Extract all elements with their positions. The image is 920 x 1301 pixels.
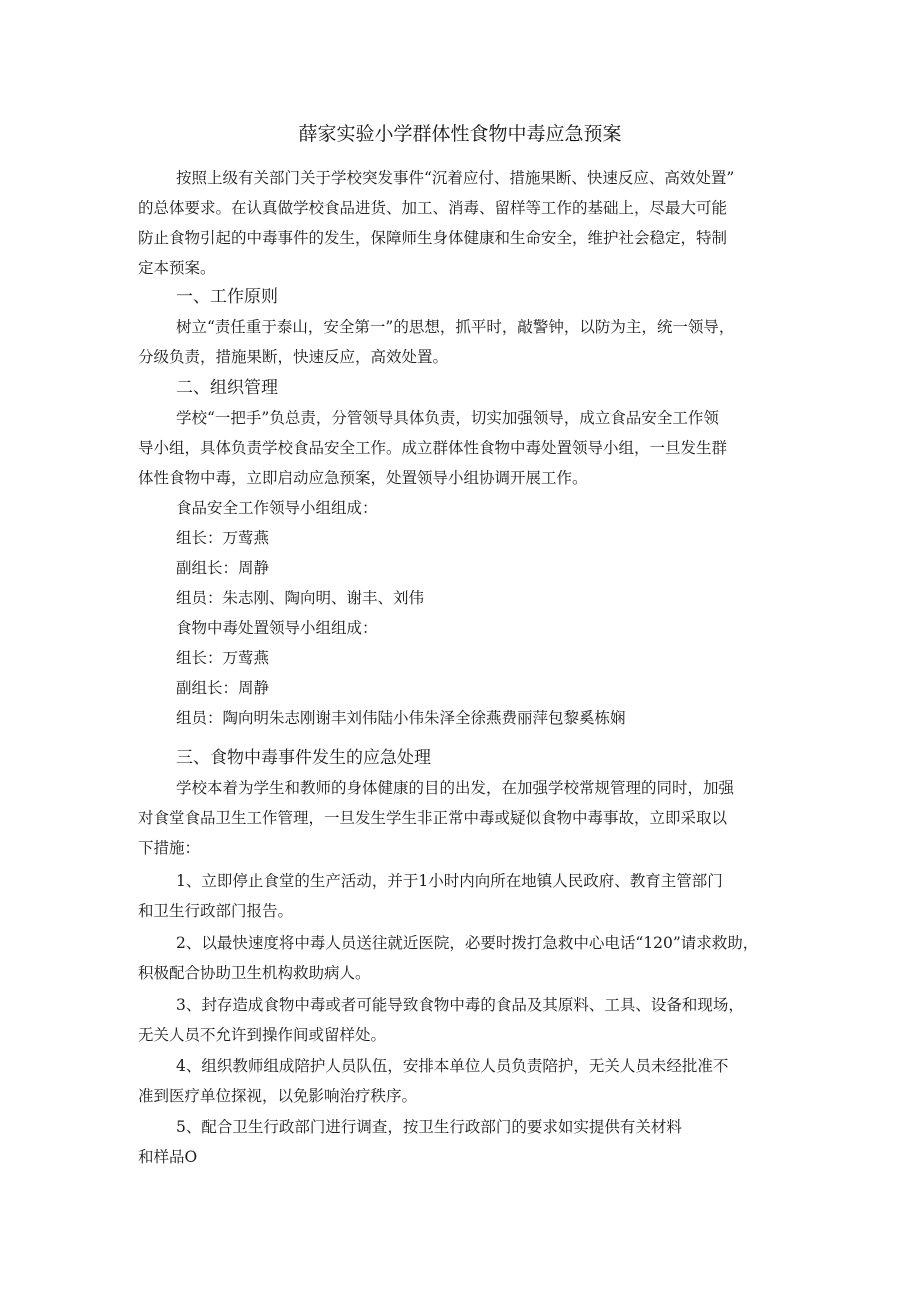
group-deputy: 副组长：周静	[176, 679, 270, 697]
group-leader: 组长：万莺燕	[176, 649, 270, 667]
measure-item-2	[138, 928, 788, 988]
measure-item-1	[138, 866, 788, 926]
group-title: 食物中毒处置领导小组组成：	[176, 619, 378, 637]
measure-line: 5、配合卫生行政部门进行调查，按卫生行政部门的要求如实提供有关材料	[176, 1118, 682, 1136]
intro-line: 防止食物引起的中毒事件的发生，保障师生身体健康和生命安全，维护社会稳定，特制	[138, 229, 728, 247]
section-heading: 三、食物中毒事件发生的应急处理	[176, 748, 431, 768]
intro-line: 按照上级有关部门关于学校突发事件“沉着应付、措施果断、快速反应、高效处置”	[176, 169, 735, 187]
section-line: 学校“一把手”负总责，分管领导具体负责，切实加强领导，成立食品安全工作领	[176, 409, 719, 427]
group-deputy: 副组长：周静	[176, 559, 270, 577]
intro-line: 定本预案。	[138, 259, 216, 277]
section-line: 学校本着为学生和教师的身体健康的目的出发，在加强学校常规管理的同时，加强	[176, 779, 735, 797]
group-title: 食品安全工作领导小组组成：	[176, 499, 378, 517]
measure-line: 1、立即停止食堂的生产活动，并于1小时内向所在地镇人民政府、教育主管部门	[176, 872, 723, 890]
section-2	[138, 373, 788, 733]
section-line: 下措施：	[138, 839, 201, 857]
group-members: 组员：陶向明朱志刚谢丰刘伟陆小伟朱泽全徐燕费丽萍包黎奚栋娴	[176, 709, 626, 727]
section-heading: 二、组织管理	[176, 378, 278, 398]
group-members: 组员：朱志刚、陶向明、谢丰、刘伟	[176, 589, 425, 607]
measure-line: 无关人员不允许到操作间或留样处。	[138, 1026, 387, 1044]
measure-line: 3、封存造成食物中毒或者可能导致食物中毒的食品及其原料、工具、设备和现场，	[176, 996, 744, 1014]
section-3	[138, 743, 788, 863]
section-line: 体性食物中毒，立即启动应急预案，处置领导小组协调开展工作。	[138, 469, 588, 487]
intro-paragraph	[138, 163, 788, 283]
measure-item-5	[138, 1112, 788, 1172]
measure-line: 积极配合协助卫生机构救助病人。	[138, 964, 371, 982]
section-line: 分级负责，措施果断，快速反应，高效处置。	[138, 348, 449, 366]
measure-line: 和卫生行政部门报告。	[138, 902, 294, 920]
measure-item-3	[138, 990, 788, 1050]
section-line: 对食堂食品卫生工作管理，一旦发生学生非正常中毒或疑似食物中毒事故，立即采取以	[138, 809, 728, 827]
measure-line: 4、组织教师组成陪护人员队伍，安排本单位人员负责陪护，无关人员未经批准不	[176, 1057, 729, 1075]
section-line: 树立“责任重于泰山，安全第一”的思想，抓平时，敲警钟，以防为主，统一领导，	[176, 318, 735, 336]
measure-line: 和样品O	[138, 1148, 198, 1166]
section-line: 导小组，具体负责学校食品安全工作。成立群体性食物中毒处置领导小组，一旦发生群	[138, 439, 728, 457]
intro-line: 的总体要求。在认真做学校食品进货、加工、消毒、留样等工作的基础上，尽最大可能	[138, 199, 728, 217]
section-heading: 一、工作原则	[176, 287, 278, 307]
document-title: 薛家实验小学群体性食物中毒应急预案	[298, 123, 622, 145]
measure-line: 2、以最快速度将中毒人员送往就近医院，必要时拨打急救中心电话“120”请求救助，	[176, 934, 759, 952]
group-leader: 组长：万莺燕	[176, 529, 270, 547]
measure-item-4	[138, 1051, 788, 1111]
measure-line: 准到医疗单位探视，以免影响治疗秩序。	[138, 1087, 418, 1105]
section-1	[138, 282, 788, 372]
